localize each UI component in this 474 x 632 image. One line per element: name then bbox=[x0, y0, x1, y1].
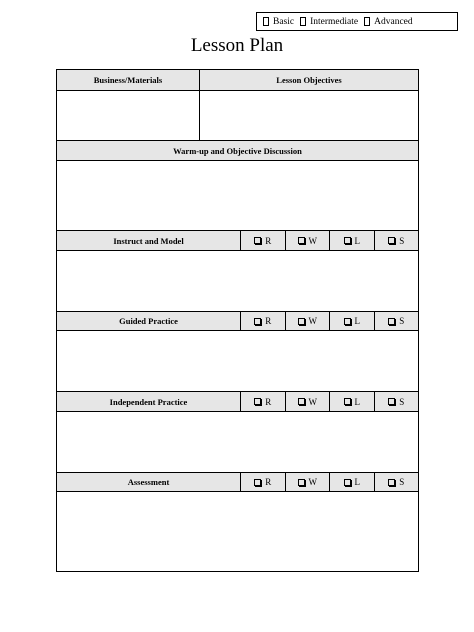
warmup-header bbox=[57, 140, 418, 161]
level-label-advanced: Advanced bbox=[374, 16, 413, 27]
checkbox-icon[interactable] bbox=[388, 398, 395, 405]
skill-reading[interactable] bbox=[240, 312, 285, 330]
skill-writing[interactable] bbox=[285, 392, 330, 411]
warmup-label: Warm-up and Objective Discussion bbox=[173, 145, 302, 156]
checkbox-icon[interactable] bbox=[298, 318, 305, 325]
instruct-field[interactable] bbox=[57, 251, 418, 311]
checkbox-icon[interactable] bbox=[298, 237, 305, 244]
checkbox-icon[interactable] bbox=[344, 318, 351, 325]
checkbox-icon[interactable] bbox=[344, 237, 351, 244]
skill-speaking[interactable] bbox=[374, 392, 419, 411]
skill-writing[interactable] bbox=[285, 312, 330, 330]
skill-writing[interactable] bbox=[285, 231, 330, 250]
skill-label: R bbox=[265, 396, 272, 407]
section-header-assessment bbox=[57, 472, 418, 492]
skill-label: L bbox=[354, 396, 360, 407]
section-label-independent: Independent Practice bbox=[109, 396, 188, 407]
section-label-assessment: Assessment bbox=[127, 477, 170, 487]
checkbox-icon[interactable] bbox=[263, 17, 269, 26]
checkbox-icon[interactable] bbox=[388, 479, 395, 486]
skill-label: S bbox=[399, 396, 405, 407]
skill-label: S bbox=[399, 477, 405, 487]
business-materials-header: Business/Materials bbox=[93, 75, 163, 85]
business-materials-field[interactable] bbox=[57, 91, 199, 140]
level-option-advanced[interactable] bbox=[364, 17, 413, 27]
checkbox-icon[interactable] bbox=[388, 318, 395, 325]
section-label-guided: Guided Practice bbox=[119, 316, 178, 326]
skill-writing[interactable] bbox=[285, 473, 330, 491]
skill-label: S bbox=[399, 235, 405, 246]
skill-label: S bbox=[399, 316, 405, 326]
checkbox-icon[interactable] bbox=[300, 17, 306, 26]
level-label-intermediate: Intermediate bbox=[310, 16, 359, 27]
skill-listening[interactable] bbox=[329, 231, 374, 250]
skill-listening[interactable] bbox=[329, 473, 374, 491]
skill-speaking[interactable] bbox=[374, 473, 419, 491]
top-header-row bbox=[57, 70, 418, 91]
checkbox-icon[interactable] bbox=[344, 398, 351, 405]
checkbox-icon[interactable] bbox=[254, 318, 261, 325]
checkbox-icon[interactable] bbox=[364, 17, 370, 26]
level-option-basic[interactable] bbox=[263, 17, 294, 27]
checkbox-icon[interactable] bbox=[254, 398, 261, 405]
skill-listening[interactable] bbox=[329, 392, 374, 411]
skill-label: L bbox=[354, 235, 360, 246]
level-option-intermediate[interactable] bbox=[300, 17, 358, 27]
skill-reading[interactable] bbox=[240, 473, 285, 491]
checkbox-icon[interactable] bbox=[298, 479, 305, 486]
section-header-instruct bbox=[57, 230, 418, 251]
warmup-field[interactable] bbox=[57, 161, 418, 230]
checkbox-icon[interactable] bbox=[298, 398, 305, 405]
skill-label: W bbox=[308, 396, 317, 407]
skill-label: W bbox=[308, 316, 317, 326]
page-title: Lesson Plan bbox=[190, 35, 284, 56]
level-label-basic: Basic bbox=[273, 16, 295, 27]
section-header-independent bbox=[57, 391, 418, 412]
checkbox-icon[interactable] bbox=[254, 237, 261, 244]
skill-label: R bbox=[265, 316, 272, 326]
lesson-objectives-field[interactable] bbox=[200, 91, 418, 140]
skill-label: W bbox=[308, 477, 317, 487]
guided-field[interactable] bbox=[57, 331, 418, 391]
section-label-instruct: Instruct and Model bbox=[113, 235, 184, 246]
skill-reading[interactable] bbox=[240, 392, 285, 411]
skill-label: W bbox=[308, 235, 317, 246]
lesson-plan-form bbox=[56, 69, 419, 572]
skill-label: R bbox=[265, 477, 272, 487]
checkbox-icon[interactable] bbox=[254, 479, 261, 486]
skill-label: R bbox=[265, 235, 272, 246]
skill-reading[interactable] bbox=[240, 231, 285, 250]
checkbox-icon[interactable] bbox=[388, 237, 395, 244]
lesson-objectives-header: Lesson Objectives bbox=[199, 70, 418, 90]
skill-label: L bbox=[354, 316, 360, 326]
skill-speaking[interactable] bbox=[374, 312, 419, 330]
skill-listening[interactable] bbox=[329, 312, 374, 330]
assessment-field[interactable] bbox=[57, 492, 418, 571]
skill-label: L bbox=[354, 477, 360, 487]
checkbox-icon[interactable] bbox=[344, 479, 351, 486]
skill-speaking[interactable] bbox=[374, 231, 419, 250]
independent-field[interactable] bbox=[57, 412, 418, 472]
section-header-guided bbox=[57, 311, 418, 331]
proficiency-level-selector bbox=[256, 12, 458, 31]
